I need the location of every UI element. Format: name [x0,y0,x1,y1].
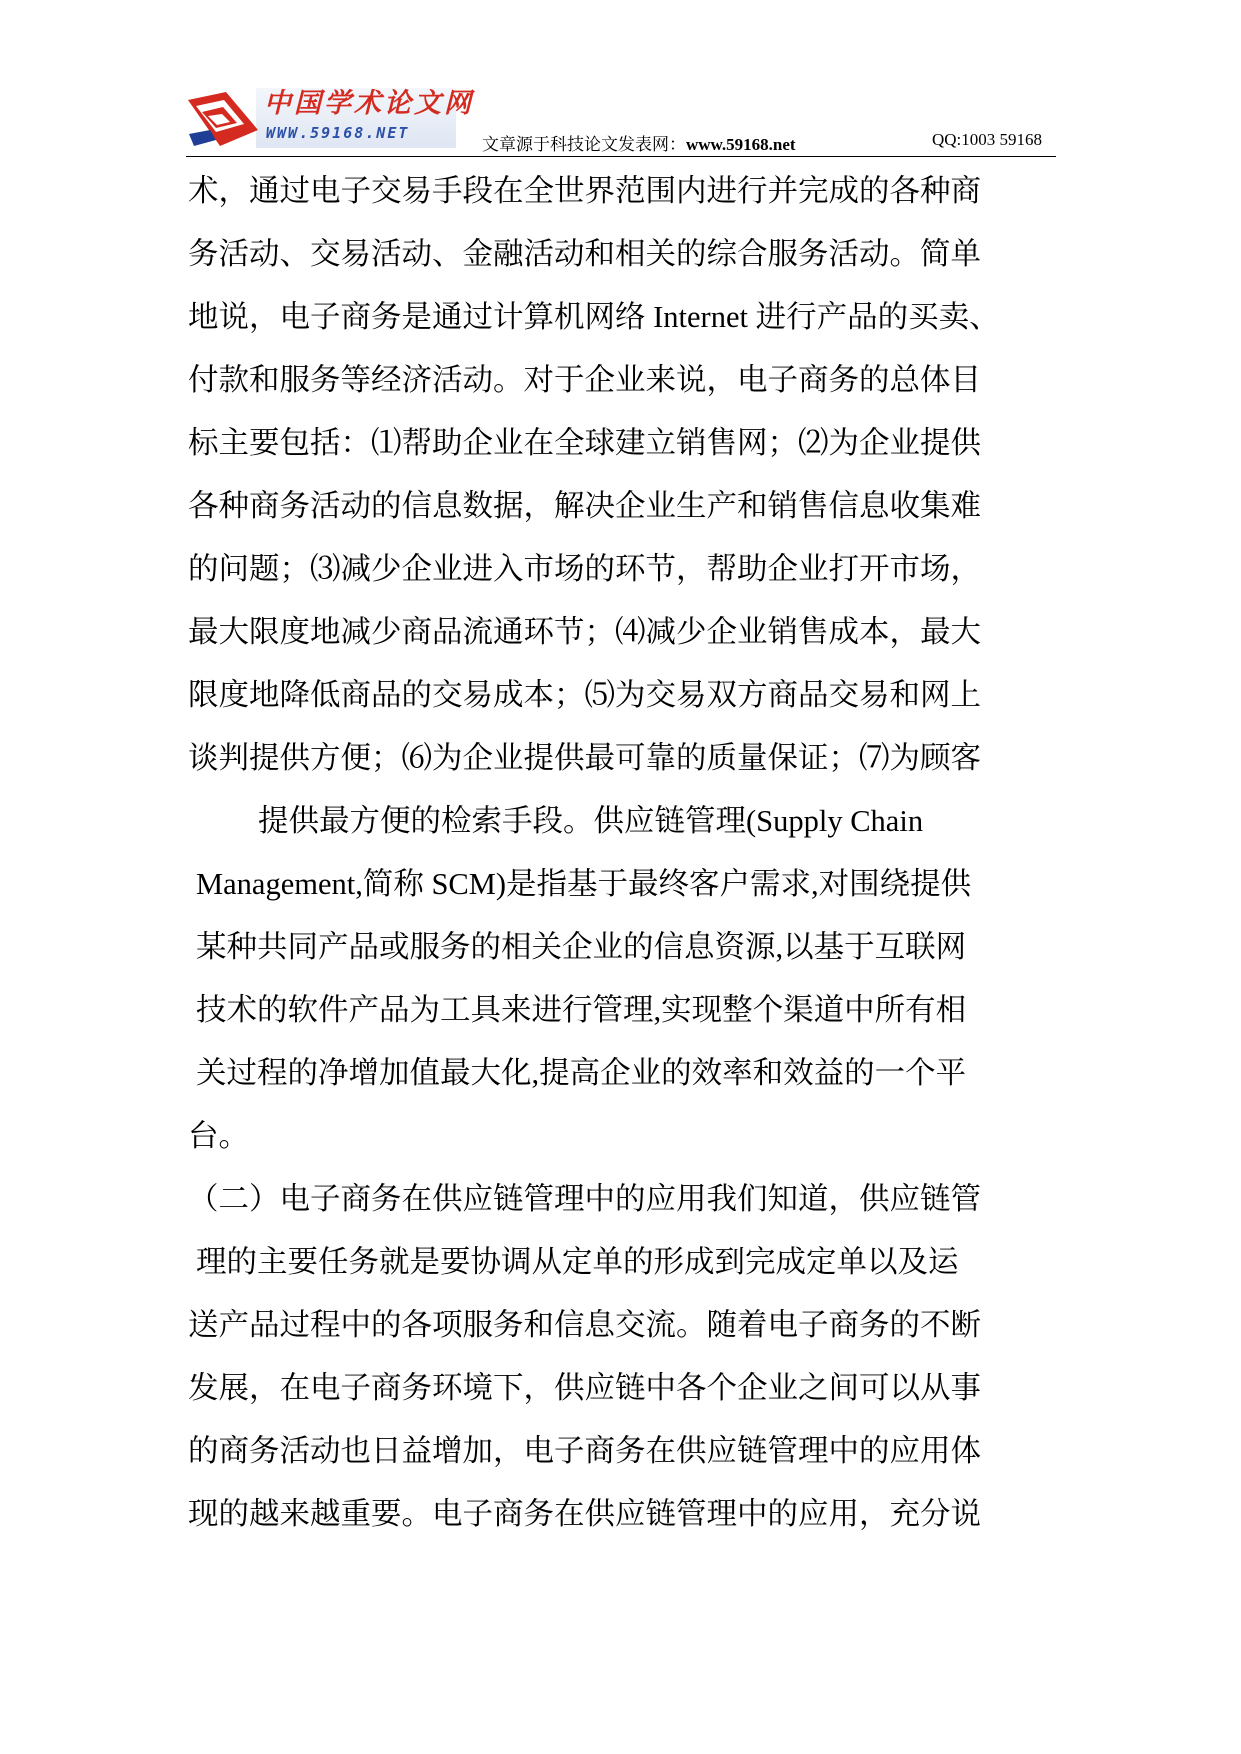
logo-url: WWW.59168.NET [266,124,410,142]
text-line: 的问题；⑶减少企业进入市场的环节，帮助企业打开市场， [188,552,981,586]
text-line: 现的越来越重要。电子商务在供应链管理中的应用，充分说 [188,1497,981,1531]
text-line: 提供最方便的检索手段。供应链管理(Supply Chain [258,804,924,838]
qq-contact: QQ:1003 59168 [931,130,1042,149]
text-line: 理的主要任务就是要协调从定单的形成到完成定单以及运 [196,1245,959,1279]
text-line: 某种共同产品或服务的相关企业的信息资源,以基于互联网 [196,930,967,964]
text-line: 各种商务活动的信息数据，解决企业生产和销售信息收集难 [188,489,981,523]
text-line: （二）电子商务在供应链管理中的应用我们知道，供应链管 [188,1182,981,1216]
text-line: 最大限度地减少商品流通环节；⑷减少企业销售成本，最大 [188,615,981,649]
source-note [482,130,796,155]
text-line: 术，通过电子交易手段在全世界范围内进行并完成的各种商 [188,174,981,208]
article-body [188,160,1060,1546]
text-line: 的商务活动也日益增加，电子商务在供应链管理中的应用体 [188,1434,981,1468]
source-url[interactable]: www.59168.net [686,135,796,154]
logo-stripes-icon [186,90,260,148]
text-line: 地说，电子商务是通过计算机网络 Internet 进行产品的买卖、 [188,300,1000,334]
text-line: 付款和服务等经济活动。对于企业来说，电子商务的总体目 [188,363,981,397]
text-line: 发展，在电子商务环境下，供应链中各个企业之间可以从事 [188,1371,981,1405]
text-line: 关过程的净增加值最大化,提高企业的效率和效益的一个平 [196,1056,967,1090]
text-line: 标主要包括：⑴帮助企业在全球建立销售网；⑵为企业提供 [188,426,981,460]
text-line: 台。 [188,1119,249,1153]
page-header [186,88,1056,157]
source-prefix: 文章源于科技论文发表网： [482,135,686,154]
text-line: 谈判提供方便；⑹为企业提供最可靠的质量保证；⑺为顾客 [188,741,981,775]
text-line: Management,简称 SCM)是指基于最终客户需求,对围绕提供 [196,867,972,901]
logo-title: 中国学术论文网 [264,88,474,119]
text-line: 技术的软件产品为工具来进行管理,实现整个渠道中所有相 [196,993,967,1027]
text-line: 限度地降低商品的交易成本；⑸为交易双方商品交易和网上 [188,678,981,712]
site-logo[interactable] [186,88,474,150]
text-line: 送产品过程中的各项服务和信息交流。随着电子商务的不断 [188,1308,981,1342]
text-line: 务活动、交易活动、金融活动和相关的综合服务活动。简单 [188,237,981,271]
